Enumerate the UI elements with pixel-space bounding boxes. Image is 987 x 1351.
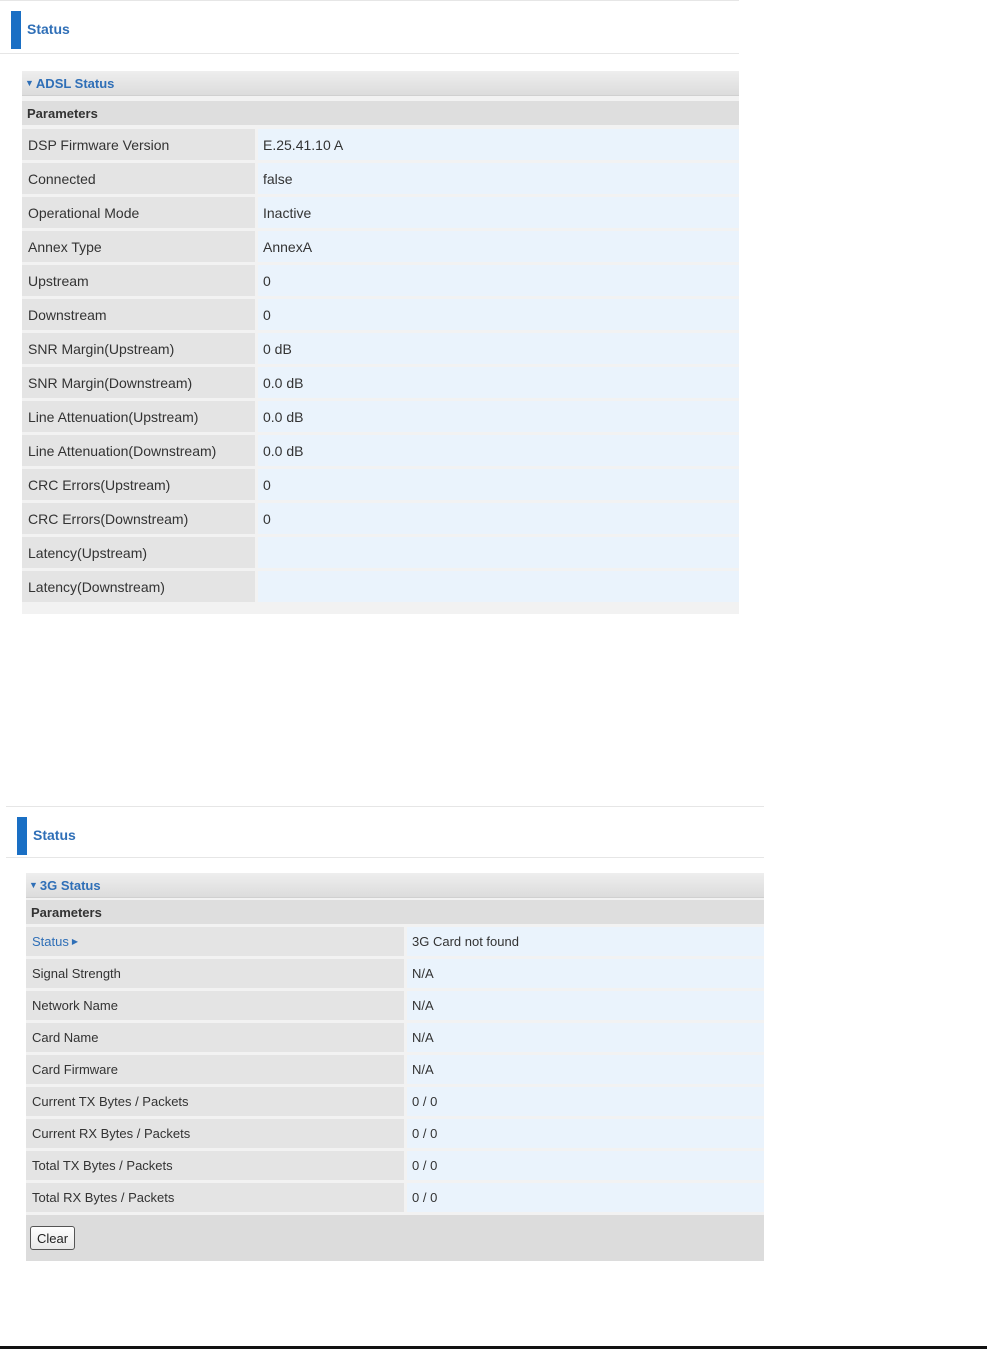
- param-value: N/A: [407, 991, 764, 1020]
- param-label: DSP Firmware Version: [22, 129, 255, 160]
- table-row: [22, 367, 739, 398]
- page-title-bar: [6, 806, 764, 858]
- section-title: 3G Status: [39, 877, 101, 893]
- page-title: Status: [27, 21, 70, 37]
- table-row: [26, 1183, 764, 1212]
- table-row: [22, 469, 739, 500]
- param-value: 0: [258, 299, 739, 330]
- param-label: Card Firmware: [26, 1055, 404, 1084]
- table-row: [22, 129, 739, 160]
- param-value: 0 dB: [258, 333, 739, 364]
- param-value: 0 / 0: [407, 1087, 764, 1116]
- table-row: [26, 991, 764, 1020]
- param-label: Upstream: [22, 265, 255, 296]
- page-title-bar: [0, 0, 739, 54]
- collapse-triangle-icon[interactable]: ▼: [29, 880, 38, 890]
- param-value: 0: [258, 265, 739, 296]
- status-link-label[interactable]: Status: [32, 934, 69, 949]
- param-label: Current RX Bytes / Packets: [26, 1119, 404, 1148]
- table-row: [22, 537, 739, 568]
- table-row: [22, 503, 739, 534]
- param-label: Latency(Upstream): [22, 537, 255, 568]
- param-value: E.25.41.10 A: [258, 129, 739, 160]
- param-value: 0 / 0: [407, 1151, 764, 1180]
- arrow-right-icon[interactable]: ▶: [71, 937, 79, 946]
- param-value: [258, 571, 739, 602]
- table-row: [22, 401, 739, 432]
- table-row: [26, 1151, 764, 1180]
- table-row: [22, 435, 739, 466]
- param-label: Card Name: [26, 1023, 404, 1052]
- table-row: [22, 571, 739, 602]
- title-accent-bar: [17, 817, 27, 855]
- title-accent-bar: [11, 11, 21, 49]
- param-label: CRC Errors(Downstream): [22, 503, 255, 534]
- adsl-status-section: [22, 71, 739, 614]
- param-value: 0 / 0: [407, 1183, 764, 1212]
- table-row: [26, 1055, 764, 1084]
- param-label: CRC Errors(Upstream): [22, 469, 255, 500]
- table-row: [22, 163, 739, 194]
- param-label: Signal Strength: [26, 959, 404, 988]
- param-value: 3G Card not found: [407, 927, 764, 956]
- param-label: Network Name: [26, 991, 404, 1020]
- param-label: SNR Margin(Downstream): [22, 367, 255, 398]
- table-row: [26, 927, 764, 956]
- parameters-header: Parameters: [22, 101, 739, 125]
- button-bar: [26, 1215, 764, 1261]
- section-title: ADSL Status: [35, 75, 115, 91]
- param-value: N/A: [407, 959, 764, 988]
- param-label: Line Attenuation(Downstream): [22, 435, 255, 466]
- param-value: 0 / 0: [407, 1119, 764, 1148]
- adsl-parameter-table: [22, 129, 739, 602]
- table-row: [26, 959, 764, 988]
- param-label: SNR Margin(Upstream): [22, 333, 255, 364]
- table-row: [26, 1023, 764, 1052]
- param-label: Annex Type: [22, 231, 255, 262]
- table-row: [26, 1087, 764, 1116]
- page-title: Status: [33, 827, 76, 843]
- 3g-status-header[interactable]: [26, 873, 764, 898]
- param-value: 0: [258, 503, 739, 534]
- param-value: N/A: [407, 1023, 764, 1052]
- param-label: Line Attenuation(Upstream): [22, 401, 255, 432]
- table-row: [22, 197, 739, 228]
- 3g-status-section: [26, 873, 764, 1261]
- clear-button[interactable]: Clear: [30, 1226, 75, 1250]
- param-label: Connected: [22, 163, 255, 194]
- param-value: 0.0 dB: [258, 435, 739, 466]
- param-value: 0.0 dB: [258, 401, 739, 432]
- param-label: Latency(Downstream): [22, 571, 255, 602]
- table-row: [22, 333, 739, 364]
- 3g-parameter-table: [26, 927, 764, 1212]
- param-label: Total RX Bytes / Packets: [26, 1183, 404, 1212]
- param-value: 0.0 dB: [258, 367, 739, 398]
- table-row: [26, 1119, 764, 1148]
- param-value: N/A: [407, 1055, 764, 1084]
- adsl-status-header[interactable]: [22, 71, 739, 96]
- page-bottom-rule: [0, 1346, 987, 1349]
- param-value: [258, 537, 739, 568]
- status-link[interactable]: [26, 927, 404, 956]
- param-value: Inactive: [258, 197, 739, 228]
- table-row: [22, 265, 739, 296]
- collapse-triangle-icon[interactable]: ▼: [25, 78, 34, 88]
- param-value: false: [258, 163, 739, 194]
- param-label: Operational Mode: [22, 197, 255, 228]
- param-label: Downstream: [22, 299, 255, 330]
- adsl-status-panel: [0, 0, 739, 632]
- table-row: [22, 299, 739, 330]
- parameters-header: Parameters: [26, 900, 764, 924]
- table-row: [22, 231, 739, 262]
- param-label: Current TX Bytes / Packets: [26, 1087, 404, 1116]
- param-value: 0: [258, 469, 739, 500]
- param-value: AnnexA: [258, 231, 739, 262]
- param-label: Total TX Bytes / Packets: [26, 1151, 404, 1180]
